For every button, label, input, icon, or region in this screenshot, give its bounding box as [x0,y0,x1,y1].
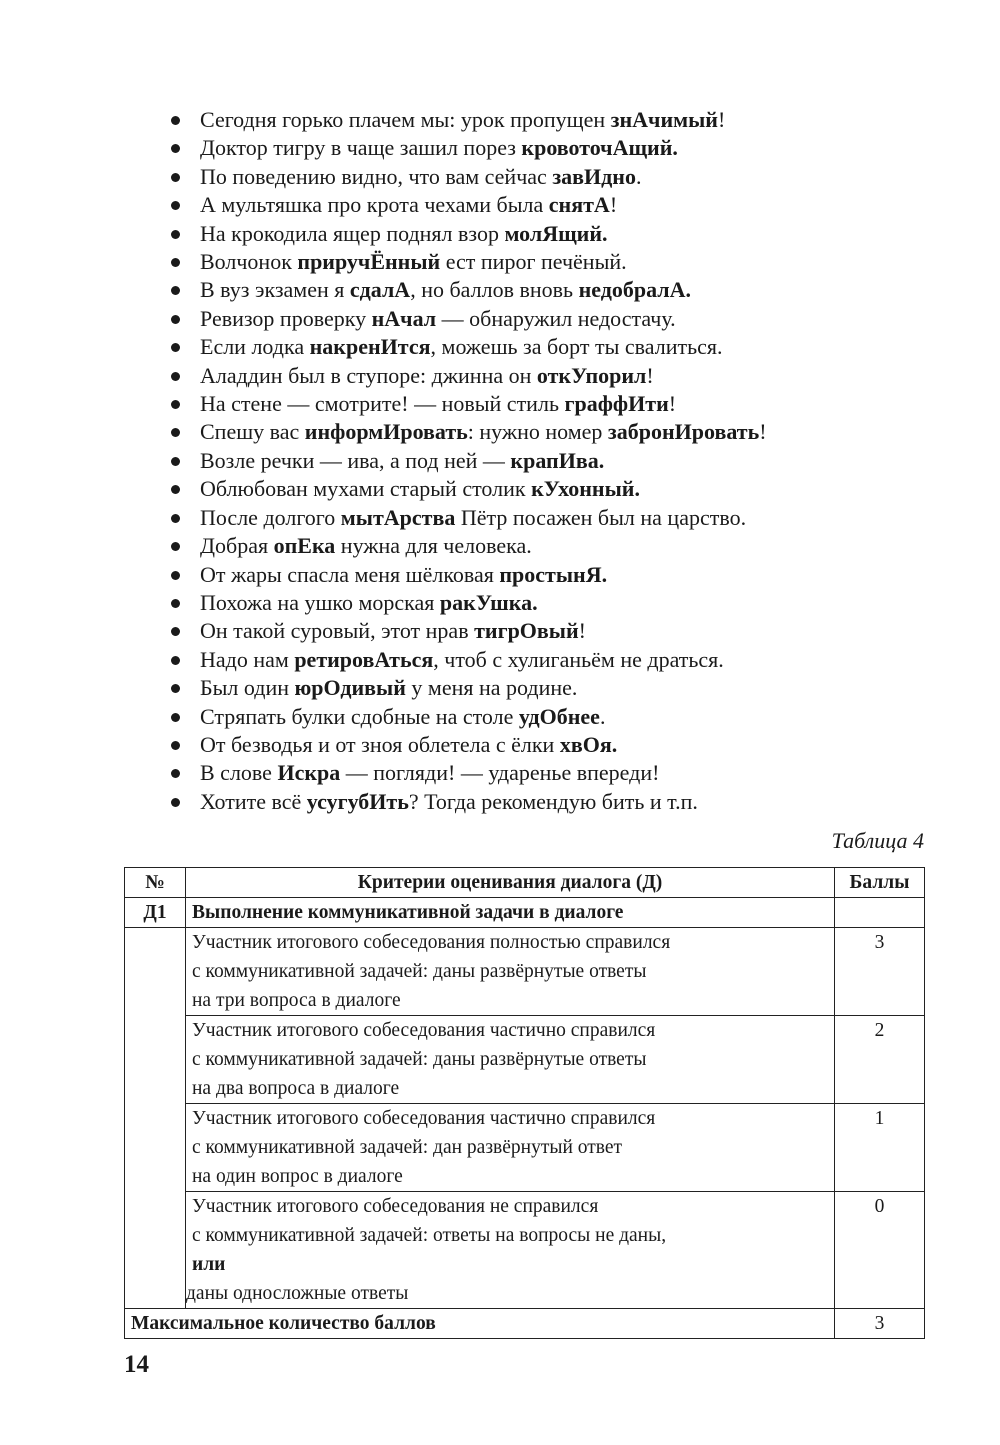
bullet-text: На крокодила ящер поднял взор [200,220,505,246]
bullet-dot-icon [171,173,180,182]
bullet-text: ! [578,618,586,644]
bullet-text: нужна для человека. [335,533,532,559]
stressed-word: сдалА [349,277,411,303]
criteria-row [125,1192,925,1309]
criteria-description [186,1016,835,1104]
bullet-text: ест пирог печёный. [440,249,627,275]
bullet-item [168,333,767,361]
criteria-score: 0 [835,1192,925,1309]
stressed-word: удОбнее [518,703,600,729]
bullet-item [168,418,767,446]
bullet-dot-icon [171,428,180,437]
stressed-word: кровоточАщий. [521,135,678,161]
criteria-score: 2 [835,1016,925,1104]
bullet-text: Стряпать булки сдобные на столе [200,703,519,729]
bullet-item [168,703,767,731]
criteria-line: Участник итогового собеседования полностью справился [192,932,671,953]
stressed-word: забронИровать [607,419,760,445]
bullet-text: Он такой суровый, этот нрав [200,618,475,644]
stress-rhymes-list [168,106,767,816]
criteria-line: на два вопроса в диалоге [192,1078,400,1099]
header-num: № [125,868,186,898]
bullet-text: А мультяшка про крота чехами была [200,192,549,218]
bullet-text: Сегодня горько плачем мы: урок пропущен [200,107,611,132]
bullet-text: . [635,163,642,189]
stressed-word: ретировАться [294,646,434,672]
bullet-dot-icon [171,457,180,466]
bullet-text: Похожа на ушко морская [200,589,440,615]
bullet-dot-icon [171,315,180,324]
stressed-word: знАчимый [610,107,718,132]
bullet-item [168,248,767,276]
bullet-text: Доктор тигру в чаще зашил порез [200,135,522,161]
bullet-dot-icon [171,713,180,722]
criteria-score: 1 [835,1104,925,1192]
section-score [835,898,925,928]
bullet-text: Добрая [200,533,274,559]
bullet-item [168,106,767,134]
stressed-word: усугубИть [306,788,409,814]
criteria-line: даны односложные ответы [186,1283,409,1304]
bullet-text: — обнаружил недостачу. [436,305,676,331]
bullet-text: ? Тогда рекомендую бить и т.п. [408,788,698,814]
stressed-word: хвОя. [559,731,618,757]
bullet-item [168,276,767,304]
bullet-item [168,220,767,248]
total-label: Максимальное количество баллов [125,1309,835,1339]
stressed-word: мытАрства [340,504,456,530]
bullet-dot-icon [171,258,180,267]
bullet-dot-icon [171,542,180,551]
bullet-text: Надо нам [200,646,295,672]
bullet-item [168,134,767,162]
bullet-dot-icon [171,599,180,608]
bullet-text: Пётр посажен был на царство. [455,504,747,530]
bullet-item [168,447,767,475]
bullet-dot-icon [171,684,180,693]
bullet-item [168,731,767,759]
stressed-word: опЕка [273,533,336,559]
bullet-text: — погляди! — ударенье впереди! [340,760,660,786]
page-number: 14 [124,1351,149,1378]
criteria-table [124,867,925,1339]
criteria-line: Участник итогового собеседования не справился [192,1196,599,1217]
bullet-item [168,163,767,191]
stressed-word: юрОдивый [294,675,406,701]
bullet-text: Если лодка [200,334,310,360]
criteria-line: с коммуникативной задачей: даны развёрнутые ответы [192,1049,647,1070]
bullet-dot-icon [171,485,180,494]
bullet-item [168,504,767,532]
bullet-text: Был один [200,675,295,701]
bullet-dot-icon [171,741,180,750]
bullet-dot-icon [171,144,180,153]
bullet-item [168,788,767,816]
bullet-text: : нужно номер [467,419,608,445]
bullet-text: ! [609,192,618,218]
stressed-word: накренИтся [309,334,431,360]
bullet-dot-icon [171,627,180,636]
total-score: 3 [835,1309,925,1339]
bullet-text: ! [646,362,654,388]
criteria-score: 3 [835,928,925,1016]
criteria-line: Участник итогового собеседования частично справился [192,1020,656,1041]
bullet-text: Возле речки — ива, а под ней — [200,447,511,473]
criteria-description [186,1192,835,1309]
criteria-or-label: или [192,1254,226,1275]
stressed-word: простынЯ. [499,561,608,587]
bullet-dot-icon [171,514,180,523]
bullet-item [168,532,767,560]
bullet-text: Хотите всё [200,788,307,814]
table-caption: Таблица 4 [831,828,924,853]
stressed-word: молЯщий. [504,220,608,246]
header-criteria: Критерии оценивания диалога (Д) [186,868,835,898]
bullet-item [168,674,767,702]
stressed-word: тигрОвый [474,618,579,644]
bullet-item [168,561,767,589]
bullet-text: , чтоб с хулиганьём не драться. [433,646,724,672]
bullet-text: ! [668,391,677,417]
bullet-dot-icon [171,286,180,295]
stressed-word: недобралА. [578,277,692,303]
criteria-description [186,1104,835,1192]
bullet-text: В слове [200,760,278,786]
stressed-word: кУхонный. [531,476,640,502]
stressed-word: снятА [548,192,610,218]
bullet-item [168,475,767,503]
bullet-text: Аладдин был в ступоре: джинна он [200,362,537,388]
bullet-dot-icon [171,798,180,807]
stressed-word: приручЁнный [297,249,441,275]
bullet-dot-icon [171,230,180,239]
criteria-line: с коммуникативной задачей: даны развёрнутые ответы [192,961,647,982]
bullet-text: у меня на родине. [405,675,578,701]
header-score: Баллы [835,868,925,898]
stressed-word: граффИти [564,391,669,417]
criteria-row [125,928,925,1016]
stressed-word: откУпорил [536,362,647,388]
bullet-text: ! [759,419,767,445]
bullet-item [168,390,767,418]
bullet-text: Ревизор проверку [200,305,372,331]
criteria-line: на три вопроса в диалоге [192,990,401,1011]
bullet-text: , можешь за борт ты свалиться. [430,334,723,360]
total-row [125,1309,925,1339]
criteria-num-blank [125,928,186,1309]
bullet-item [168,759,767,787]
criteria-row [125,1104,925,1192]
bullet-dot-icon [171,343,180,352]
bullet-dot-icon [171,571,180,580]
bullet-text: От жары спасла меня шёлковая [200,561,500,587]
bullet-text: . [599,703,606,729]
bullet-text: ! [717,107,726,132]
stressed-word: завИдно [552,163,636,189]
bullet-text: По поведению видно, что вам сейчас [200,163,553,189]
stressed-word: ракУшка. [439,589,538,615]
bullet-dot-icon [171,400,180,409]
section-title: Выполнение коммуникативной задачи в диалоге [186,898,835,928]
stressed-word: нАчал [371,305,437,331]
bullet-item [168,646,767,674]
criteria-line: с коммуникативной задачей: ответы на вопросы не даны, [192,1225,667,1246]
bullet-dot-icon [171,656,180,665]
bullet-item [168,617,767,645]
bullet-text: , но баллов вновь [410,277,579,303]
section-num: Д1 [125,898,186,928]
bullet-dot-icon [171,372,180,381]
bullet-text: Спешу вас [200,419,305,445]
section-row [125,898,925,928]
bullet-text: После долгого [200,504,341,530]
bullet-item [168,305,767,333]
bullet-dot-icon [171,201,180,210]
stressed-word: крапИва. [510,447,605,473]
criteria-row [125,1016,925,1104]
bullet-item [168,191,767,219]
bullet-text: Волчонок [200,249,298,275]
bullet-dot-icon [171,769,180,778]
stressed-word: информИровать [304,419,468,445]
table-header-row [125,868,925,898]
criteria-line: Участник итогового собеседования частично справился [192,1108,656,1129]
bullet-dot-icon [171,116,180,125]
bullet-item [168,589,767,617]
criteria-line: на один вопрос в диалоге [192,1166,403,1187]
criteria-description [186,928,835,1016]
criteria-line: с коммуникативной задачей: дан развёрнутый ответ [192,1137,623,1158]
bullet-item [168,362,767,390]
bullet-text: От безводья и от зноя облетела с ёлки [200,731,560,757]
bullet-text: На стене — смотрите! — новый стиль [200,391,565,417]
bullet-text: В вуз экзамен я [200,277,350,303]
stressed-word: Искра [277,760,341,786]
bullet-text: Облюбован мухами старый столик [200,476,532,502]
